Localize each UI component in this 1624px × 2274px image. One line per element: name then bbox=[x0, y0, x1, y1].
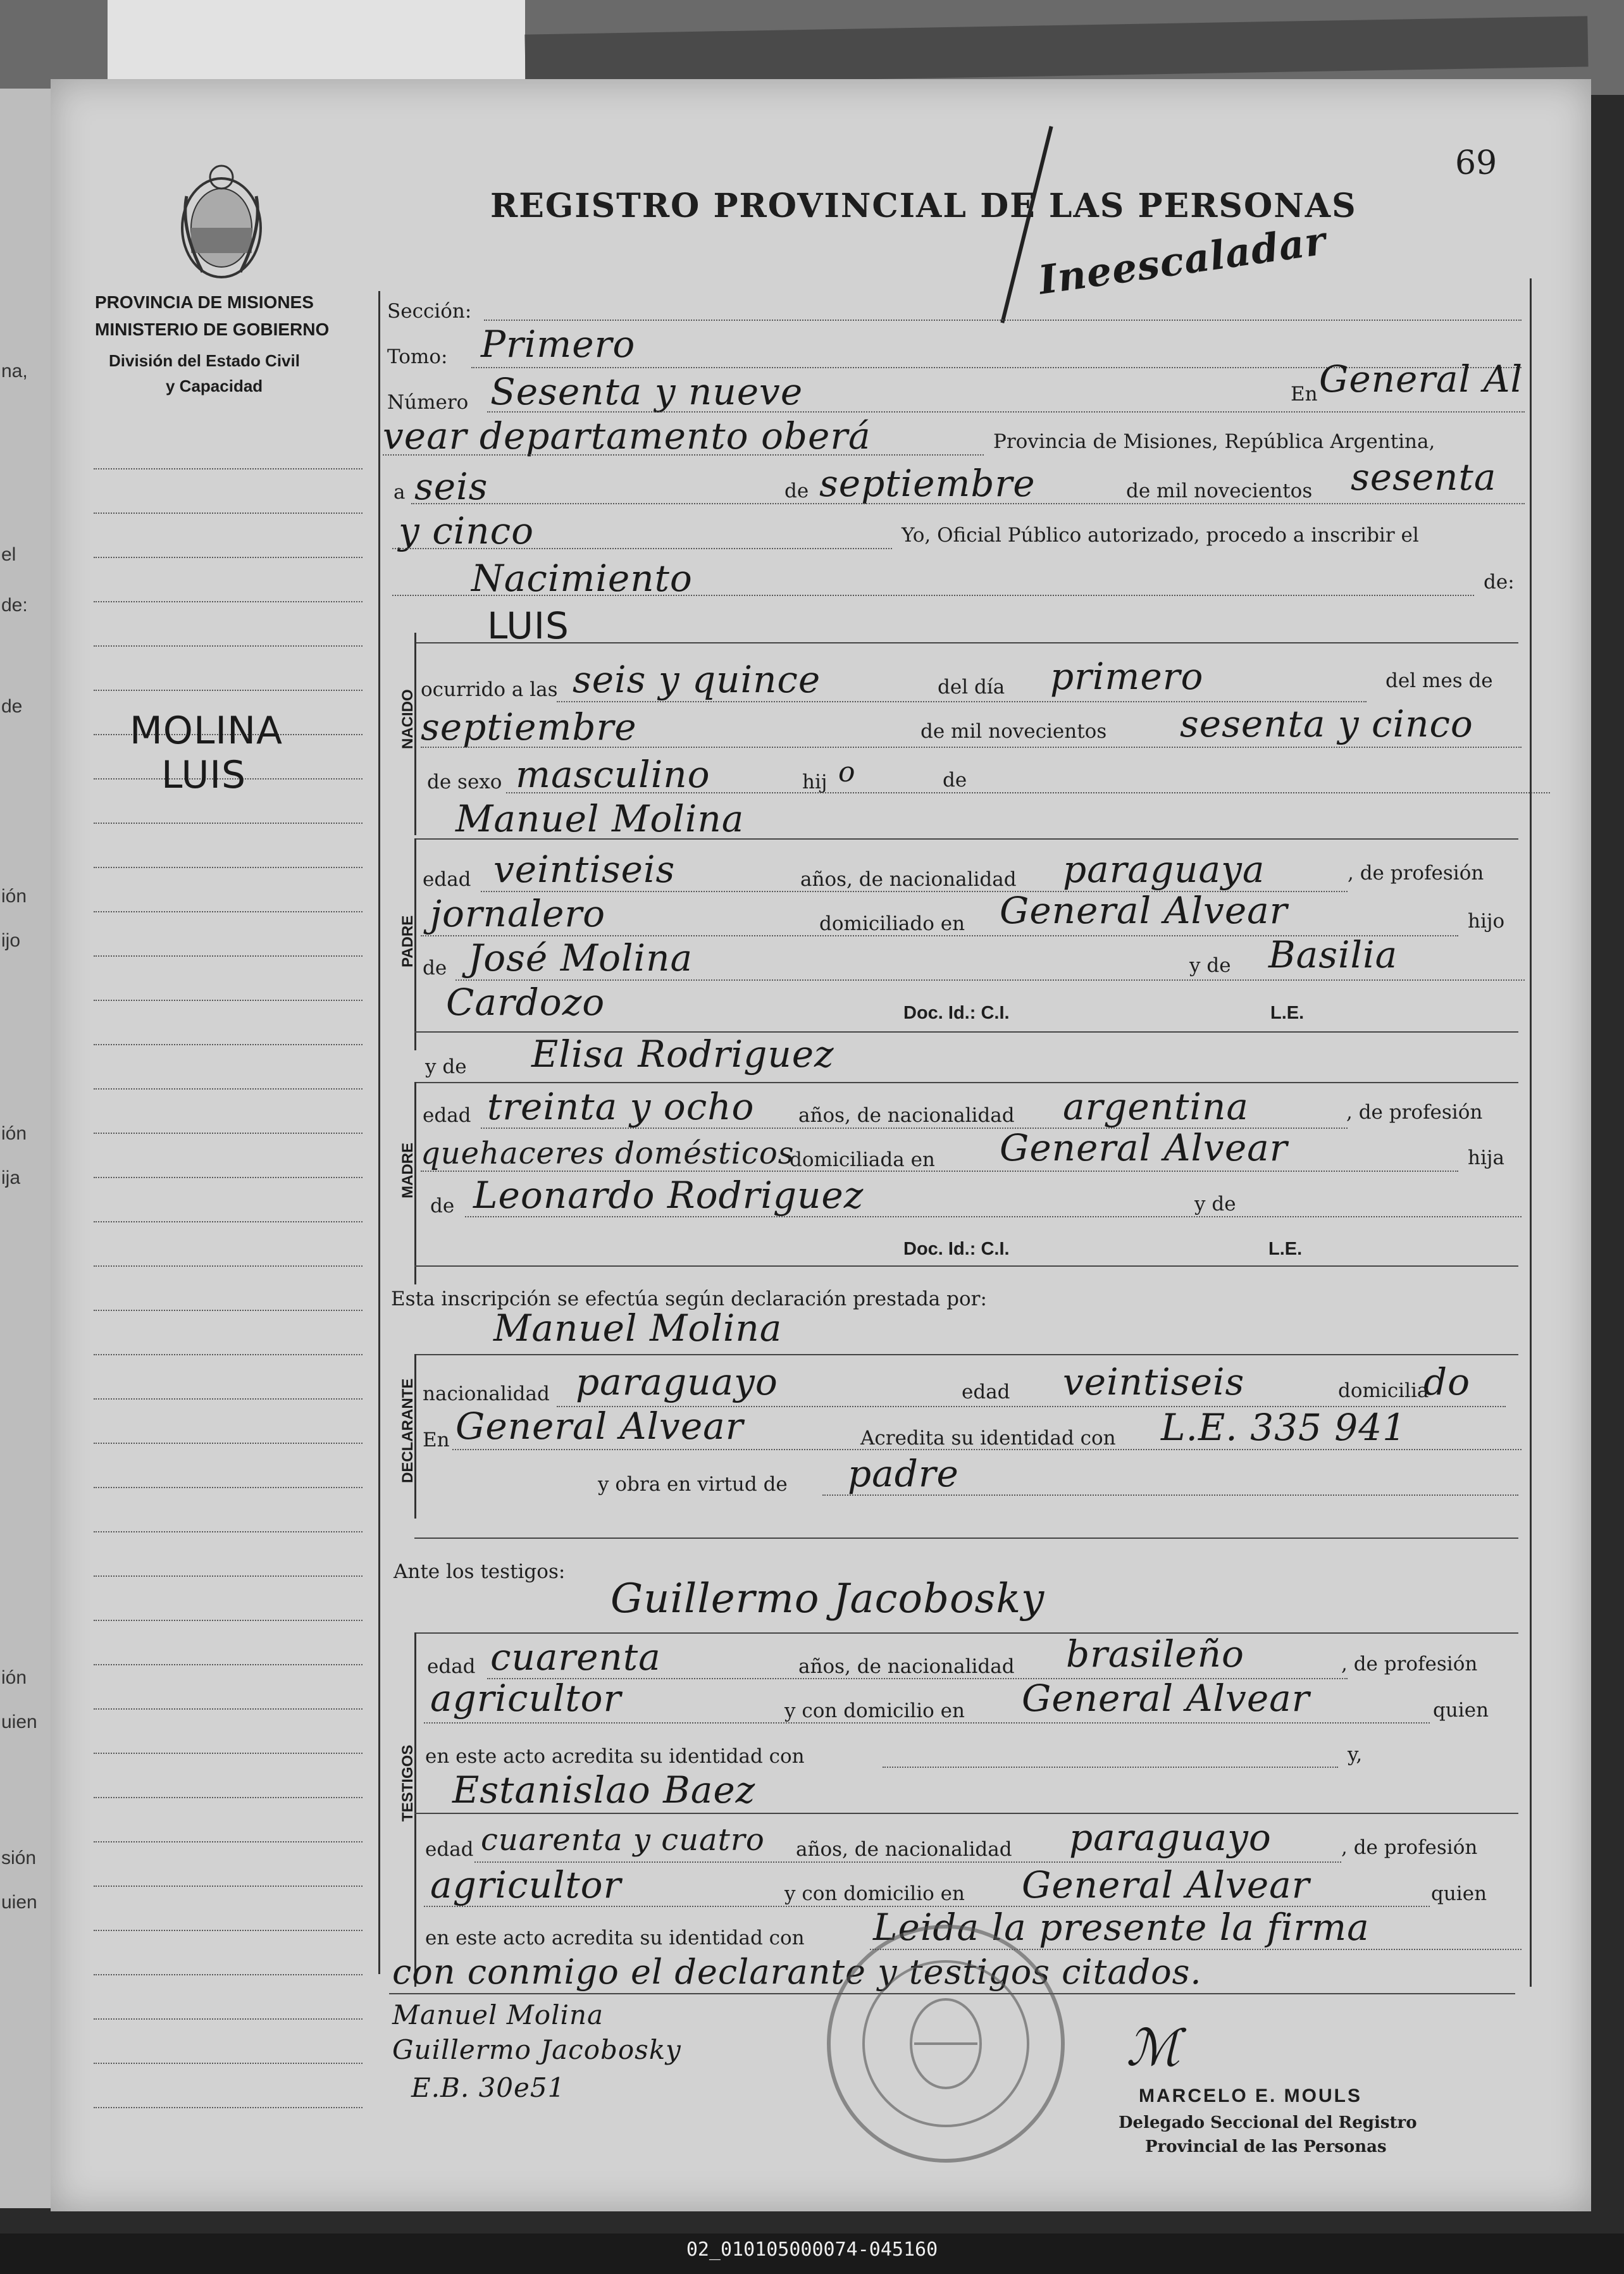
margin-line bbox=[94, 1044, 363, 1045]
nombre-line bbox=[414, 642, 1518, 643]
margin-line bbox=[94, 1930, 363, 1931]
decl-dom-suffix: do bbox=[1423, 1360, 1471, 1403]
left-page-fragment: el bbox=[1, 544, 16, 565]
margin-line bbox=[94, 1221, 363, 1222]
hora-value: seis y quince bbox=[573, 658, 821, 701]
margin-line bbox=[94, 645, 363, 647]
padre-prof-value: jornalero bbox=[430, 892, 606, 935]
decl-acredita-label: Acredita su identidad con bbox=[860, 1427, 1116, 1450]
abuelo-m-value: Leonardo Rodriguez bbox=[473, 1174, 864, 1217]
t1-dom-value: General Alvear bbox=[1022, 1677, 1310, 1720]
margin-line bbox=[94, 1841, 363, 1842]
margin-line bbox=[94, 513, 363, 514]
division-subheading: y Capacidad bbox=[166, 376, 263, 395]
margin-line bbox=[94, 690, 363, 691]
t1-edad-value: cuarenta bbox=[490, 1636, 661, 1679]
acto-value: Nacimiento bbox=[471, 557, 693, 600]
decl-dom-value: General Alvear bbox=[456, 1405, 744, 1448]
en-label: En bbox=[1291, 383, 1318, 406]
left-page-fragment: ija bbox=[1, 1167, 21, 1188]
padre-le-label: L.E. bbox=[1270, 1003, 1305, 1023]
t1-acredita-label: en este acto acredita su identidad con bbox=[425, 1745, 805, 1768]
decl-dom-line bbox=[452, 1449, 1522, 1450]
decl-en-label: En bbox=[423, 1429, 450, 1451]
margin-line bbox=[94, 1177, 363, 1178]
mil-novecientos-label-2: de mil novecientos bbox=[920, 720, 1107, 743]
left-page-fragment: ión bbox=[1, 886, 27, 907]
de-label-2: de bbox=[943, 769, 967, 792]
padre-prof-label: , de profesión bbox=[1348, 862, 1484, 885]
abuelo-p-value: José Molina bbox=[468, 936, 693, 979]
t2-edad-label: edad bbox=[425, 1838, 474, 1861]
closing-line-2: con conmigo el declarante y testigos citados. bbox=[392, 1952, 1202, 1992]
official-name: MARCELO E. MOULS bbox=[1139, 2085, 1362, 2106]
decl-dom-label: domicilia bbox=[1338, 1379, 1429, 1402]
margin-line bbox=[94, 1133, 363, 1134]
abuela-m-y-de-label: y de bbox=[1194, 1193, 1236, 1215]
padre-nac-value: paraguaya bbox=[1063, 848, 1265, 891]
t1-prof-label: , de profesión bbox=[1341, 1653, 1478, 1675]
margin-line bbox=[94, 867, 363, 868]
margin-line bbox=[94, 1886, 363, 1887]
provincia-label: Provincia de Misiones, República Argentina, bbox=[993, 430, 1435, 453]
margin-line bbox=[94, 2107, 363, 2108]
lugar-value-1: General Al bbox=[1319, 357, 1523, 401]
province-heading: PROVINCIA DE MISIONES bbox=[95, 292, 314, 312]
abuela-p-y-de-label: y de bbox=[1189, 954, 1231, 977]
margin-line bbox=[94, 2018, 363, 2020]
division-heading: División del Estado Civil bbox=[109, 351, 300, 370]
left-page-fragment: na, bbox=[1, 361, 28, 382]
padre-dom-label: domiciliado en bbox=[819, 912, 965, 935]
t2-dom-value: General Alvear bbox=[1022, 1863, 1310, 1906]
margin-line bbox=[94, 1443, 363, 1444]
paper-tab bbox=[108, 0, 525, 89]
madre-nac-value: argentina bbox=[1063, 1085, 1249, 1128]
t2-prof-label: , de profesión bbox=[1341, 1836, 1478, 1859]
lugar-value-2: vear departamento oberá bbox=[383, 414, 871, 457]
margin-line bbox=[94, 1088, 363, 1090]
declarante-end-line bbox=[414, 1538, 1518, 1539]
madre-prof-value: quehaceres domésticos bbox=[421, 1136, 795, 1171]
margin-line bbox=[94, 1398, 363, 1400]
madre-side-label: MADRE bbox=[399, 1143, 416, 1198]
declarante-name: Manuel Molina bbox=[493, 1307, 783, 1350]
madre-dom-value: General Alvear bbox=[1000, 1126, 1288, 1169]
madre-prof-label: , de profesión bbox=[1346, 1101, 1483, 1124]
hija-label: hija bbox=[1468, 1146, 1504, 1169]
padre-doc-label: Doc. Id.: C.I. bbox=[903, 1003, 1010, 1023]
fecha-nac-line bbox=[421, 747, 1522, 748]
anio-value-2: y cinco bbox=[399, 509, 534, 552]
tomo-value: Primero bbox=[481, 323, 636, 366]
anio-nac-value: sesenta y cinco bbox=[1180, 702, 1473, 745]
t2-nac-value: paraguayo bbox=[1069, 1816, 1272, 1859]
coat-of-arms-icon bbox=[177, 158, 266, 285]
margin-line bbox=[94, 1354, 363, 1355]
testigos-side-label: TESTIGOS bbox=[399, 1744, 416, 1822]
padre-name-line bbox=[414, 838, 1518, 840]
t1-acredita-line bbox=[883, 1767, 1338, 1768]
signature-testigo2: E.B. 30e51 bbox=[411, 2072, 566, 2103]
decl-doc-value: L.E. 335 941 bbox=[1161, 1406, 1407, 1449]
t1-dom-label: y con domicilio en bbox=[784, 1699, 965, 1722]
padre-edad-value: veintiseis bbox=[493, 848, 676, 891]
t2-acredita-label: en este acto acredita su identidad con bbox=[425, 1927, 805, 1949]
abuelos-m-line bbox=[465, 1216, 1522, 1217]
t1-nac-value: brasileño bbox=[1066, 1632, 1244, 1675]
t2-quien-label: quien bbox=[1431, 1882, 1487, 1905]
margin-line bbox=[94, 557, 363, 558]
madre-end-line bbox=[414, 1265, 1518, 1267]
mes-nac-value: septiembre bbox=[421, 705, 637, 749]
oficial-label: Yo, Oficial Público autorizado, procedo a inscribir el bbox=[902, 524, 1419, 547]
abuela-p-value-1: Basilia bbox=[1268, 933, 1398, 976]
de-colon-label: de: bbox=[1484, 571, 1515, 593]
left-page-fragment: ión bbox=[1, 1123, 27, 1144]
hijo-label: hijo bbox=[1468, 910, 1505, 933]
margin-line bbox=[94, 1531, 363, 1532]
decl-obra-line bbox=[822, 1494, 1518, 1496]
annotation-stamp: Ineescaladar bbox=[1036, 217, 1329, 304]
madre-doc-label: Doc. Id.: C.I. bbox=[903, 1239, 1010, 1259]
acto-line bbox=[392, 595, 1474, 596]
hij-suffix: o bbox=[838, 756, 856, 788]
nombre-value: LUIS bbox=[487, 604, 569, 647]
signature-testigo1: Guillermo Jacobosky bbox=[392, 2034, 681, 2065]
madre-name-line bbox=[414, 1082, 1518, 1083]
t2-nac-label: años, de nacionalidad bbox=[796, 1838, 1012, 1861]
margin-line bbox=[94, 1310, 363, 1311]
left-page-fragment: uien bbox=[1, 1712, 37, 1732]
abuela-p-value-2: Cardozo bbox=[446, 981, 605, 1024]
dia-nac-value: primero bbox=[1050, 655, 1204, 698]
testigo2-name-line bbox=[414, 1813, 1518, 1814]
section-line bbox=[484, 320, 1522, 321]
left-page-fragment: ión bbox=[1, 1667, 27, 1688]
margin-line bbox=[94, 955, 363, 957]
left-page-fragment: uien bbox=[1, 1892, 37, 1913]
decl-edad-label: edad bbox=[962, 1381, 1010, 1403]
margin-line bbox=[94, 1487, 363, 1488]
ocurrido-label: ocurrido a las bbox=[421, 678, 558, 701]
madre-dom-label: domiciliada en bbox=[790, 1148, 935, 1171]
page-number: 69 bbox=[1455, 144, 1497, 182]
sexo-value: masculino bbox=[516, 753, 710, 796]
margin-line bbox=[94, 823, 363, 824]
main-right-rule bbox=[1530, 278, 1532, 1987]
decl-virtud-value: padre bbox=[848, 1452, 959, 1495]
numero-label: Número bbox=[387, 391, 469, 414]
official-signature-mark: ℳ bbox=[1126, 2018, 1181, 2077]
madre-le-label: L.E. bbox=[1268, 1239, 1303, 1259]
a-label: a bbox=[394, 481, 406, 504]
left-page-fragment: ijo bbox=[1, 930, 21, 951]
page-title: REGISTRO PROVINCIAL DE LAS PERSONAS bbox=[490, 187, 1357, 225]
testigo2-name: Estanislao Baez bbox=[452, 1768, 756, 1811]
tomo-label: Tomo: bbox=[387, 345, 448, 368]
official-title-2: Provincial de las Personas bbox=[1145, 2137, 1387, 2156]
t1-nac-label: años, de nacionalidad bbox=[798, 1655, 1015, 1678]
margin-line bbox=[94, 1708, 363, 1710]
dia-value: seis bbox=[414, 465, 488, 508]
t1-prof-value: agricultor bbox=[430, 1677, 622, 1720]
section-label: Sección: bbox=[387, 300, 472, 323]
margin-line bbox=[94, 1620, 363, 1621]
mil-novecientos-label: de mil novecientos bbox=[1126, 480, 1313, 502]
margin-line bbox=[94, 1753, 363, 1754]
padre-edad-label: edad bbox=[423, 868, 471, 891]
ministry-heading: MINISTERIO DE GOBIERNO bbox=[95, 320, 330, 339]
main-left-rule bbox=[378, 291, 380, 1974]
nacido-side-label: NACIDO bbox=[399, 689, 416, 749]
decl-nac-label: nacionalidad bbox=[423, 1382, 550, 1405]
del-mes-label: del mes de bbox=[1385, 669, 1493, 692]
numero-value: Sesenta y nueve bbox=[490, 370, 803, 413]
closing-line-1: Leida la presente la firma bbox=[873, 1906, 1370, 1949]
left-page-fragment: de: bbox=[1, 595, 28, 616]
madre-name: Elisa Rodriguez bbox=[531, 1033, 834, 1076]
margin-line bbox=[94, 911, 363, 912]
madre-prof-line bbox=[421, 1171, 1458, 1172]
margin-line bbox=[94, 1664, 363, 1665]
official-seal-icon bbox=[819, 1917, 1072, 2170]
sexo-line bbox=[506, 792, 1550, 793]
margin-line bbox=[94, 2063, 363, 2064]
padre-nac-label: años, de nacionalidad bbox=[800, 868, 1017, 891]
padre-side-label: PADRE bbox=[399, 915, 416, 967]
sexo-label: de sexo bbox=[427, 771, 502, 793]
signature-declarante: Manuel Molina bbox=[392, 1999, 604, 2030]
numero-line bbox=[487, 411, 1525, 413]
t1-edad-label: edad bbox=[427, 1655, 476, 1678]
padre-dom-value: General Alvear bbox=[1000, 889, 1288, 932]
t1-prof-line bbox=[424, 1722, 1430, 1724]
t1-quien-label: quien bbox=[1433, 1699, 1489, 1722]
abuelo-m-de-label: de bbox=[430, 1195, 455, 1217]
anio-value-1: sesenta bbox=[1351, 456, 1497, 499]
margin-line bbox=[94, 601, 363, 602]
madre-edad-value: treinta y ocho bbox=[487, 1085, 755, 1128]
margin-line bbox=[94, 468, 363, 469]
hij-label: hij bbox=[802, 771, 827, 793]
declarante-side-label: DECLARANTE bbox=[399, 1378, 416, 1483]
decl-edad-value: veintiseis bbox=[1063, 1360, 1245, 1403]
madre-nac-label: años, de nacionalidad bbox=[798, 1104, 1015, 1127]
testigo1-name: Guillermo Jacobosky bbox=[611, 1575, 1045, 1622]
t2-prof-value: agricultor bbox=[430, 1863, 622, 1906]
margin-surname: MOLINA bbox=[130, 709, 283, 753]
declarante-name-line bbox=[414, 1354, 1518, 1355]
de-label: de bbox=[784, 480, 809, 502]
testigo1-name-line bbox=[414, 1632, 1518, 1634]
lugar-line bbox=[383, 454, 984, 456]
anio-line bbox=[392, 548, 892, 549]
fecha-line bbox=[411, 503, 1525, 504]
decl-obra-label: y obra en virtud de bbox=[598, 1473, 788, 1496]
t1-y-label: y, bbox=[1348, 1743, 1363, 1766]
abuelo-p-de-label: de bbox=[423, 957, 447, 979]
left-page-fragment: sión bbox=[1, 1848, 37, 1868]
margin-line bbox=[94, 1974, 363, 1975]
margin-line bbox=[94, 1000, 363, 1001]
abuelos-p-line bbox=[456, 979, 1525, 981]
testigos-label: Ante los testigos: bbox=[394, 1560, 566, 1583]
mes-value: septiembre bbox=[819, 462, 1036, 505]
t2-dom-label: y con domicilio en bbox=[784, 1882, 965, 1905]
left-page-fragment: de bbox=[1, 696, 23, 717]
margin-line bbox=[94, 1797, 363, 1798]
declaracion-label: Esta inscripción se efectúa según declaración prestada por: bbox=[391, 1288, 987, 1310]
footer-label: 02_010105000074-045160 bbox=[686, 2239, 938, 2261]
del-dia-label: del día bbox=[938, 676, 1005, 699]
official-title-1: Delegado Seccional del Registro bbox=[1119, 2113, 1417, 2132]
margin-line bbox=[94, 1575, 363, 1577]
madre-y-de-label: y de bbox=[425, 1055, 467, 1078]
t2-edad-value: cuarenta y cuatro bbox=[481, 1822, 765, 1858]
madre-edad-label: edad bbox=[423, 1104, 471, 1127]
margin-line bbox=[94, 1265, 363, 1267]
padre-name: Manuel Molina bbox=[456, 797, 745, 840]
decl-nac-value: paraguayo bbox=[576, 1360, 778, 1403]
t2-edad-line bbox=[474, 1861, 1341, 1863]
margin-firstname: LUIS bbox=[161, 753, 247, 797]
